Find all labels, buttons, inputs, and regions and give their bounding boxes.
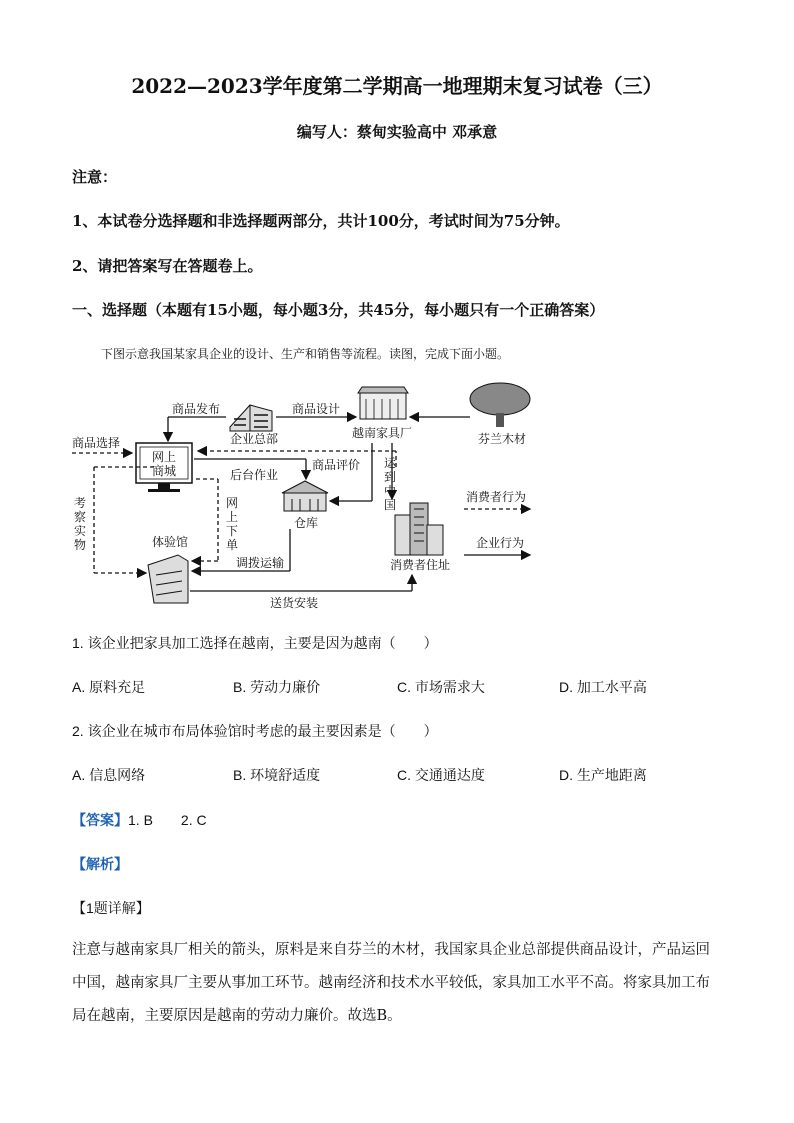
node-experience: 体验馆: [151, 535, 189, 549]
edge-order-c3: 下: [226, 524, 239, 538]
answer-tag: 【答案】: [72, 812, 128, 828]
question-2-option-a: A. 信息网络: [72, 767, 146, 783]
legend-consumer: 消费者行为: [466, 490, 527, 504]
node-online-line2: 商城: [151, 464, 177, 478]
tree-icon: [470, 383, 530, 427]
edge-order-c4: 单: [226, 538, 239, 552]
question-1-option-d: D. 加工水平高: [559, 679, 647, 695]
question-2-stem: 2. 该企业在城市布局体验馆时考虑的最主要因素是（ ）: [72, 723, 438, 739]
analysis-tag: 【解析】: [72, 856, 128, 872]
node-factory: 越南家具厂: [351, 426, 413, 440]
question-2-option-b: B. 环境舒适度: [233, 767, 321, 783]
node-warehouse: 仓库: [293, 516, 319, 530]
question-2-option-c: C. 交通通达度: [397, 767, 485, 783]
question-1-option-a: A. 原料充足: [72, 679, 146, 695]
edge-ship-c3: 中: [384, 484, 397, 498]
edge-inspect-c4: 物: [74, 538, 87, 552]
node-consumer: 消费者住址: [389, 558, 451, 572]
question-1-option-c: C. 市场需求大: [397, 679, 485, 695]
edge-ship-c4: 国: [384, 498, 397, 512]
question-1-stem: 1. 该企业把家具加工选择在越南，主要是因为越南（ ）: [72, 635, 438, 651]
edge-inspect-c1: 考: [74, 496, 87, 510]
section-heading: 一、选择题（本题有15小题，每小题3分，共45分，每小题只有一个正确答案）: [72, 301, 605, 319]
edge-select: 商品选择: [72, 436, 121, 450]
analysis-subheading: 【1题详解】: [72, 900, 150, 916]
legend-enterprise: 企业行为: [476, 536, 525, 550]
notes-heading: 注意：: [72, 168, 118, 186]
analysis-paragraph: 注意与越南家具厂相关的箭头，原料是来自芬兰的木材，我国家具企业总部提供商品设计，产品运回中国，越南家具厂主要从事加工环节。越南经济和技术水平较低，家具加工水平不高。将家具加工布局在越南，主要原因是越南的劳动力廉价。故选B。: [72, 942, 710, 1024]
notes-item-1: 1、本试卷分选择题和非选择题两部分，共计100分，考试时间为75分钟。: [72, 212, 570, 230]
edge-review: 商品评价: [312, 458, 361, 472]
residence-icon: [395, 503, 443, 555]
warehouse-icon: [282, 481, 328, 511]
experience-hall-icon: [148, 555, 188, 603]
question-2-option-d: D. 生产地距离: [559, 767, 647, 783]
node-hq: 企业总部: [229, 432, 279, 446]
answer-text: 1. B 2. C: [128, 812, 207, 828]
edge-inspect-c3: 实: [74, 524, 87, 538]
edge-backend: 后台作业: [230, 468, 279, 482]
node-online-line1: 网上: [151, 450, 177, 464]
node-wood: 芬兰木材: [477, 432, 527, 446]
factory-icon: [358, 387, 408, 419]
edge-order-c2: 上: [226, 510, 239, 524]
edge-inspect-c2: 察: [74, 510, 87, 524]
edge-publish: 商品发布: [172, 402, 221, 416]
question-1-option-b: B. 劳动力廉价: [233, 679, 321, 695]
figure-caption: 下图示意我国某家具企业的设计、生产和销售等流程。读图，完成下面小题。: [101, 347, 510, 361]
flow-diagram: [60, 375, 560, 620]
answer-line: [72, 810, 207, 830]
author-line: 编写人：蔡甸实验高中 邓承意: [296, 123, 498, 141]
edge-ship-c2: 到: [384, 470, 397, 484]
edge-delivery: 送货安装: [270, 596, 319, 610]
headquarters-building-icon: [230, 405, 272, 431]
page-title: 2022—2023学年度第二学期高一地理期末复习试卷（三）: [131, 74, 663, 98]
edge-order-c1: 网: [226, 496, 239, 510]
edge-ship-c1: 运: [384, 456, 397, 470]
notes-item-2: 2、请把答案写在答题卷上。: [72, 257, 263, 275]
edge-dispatch: 调拨运输: [236, 556, 285, 570]
edge-design: 商品设计: [292, 402, 341, 416]
